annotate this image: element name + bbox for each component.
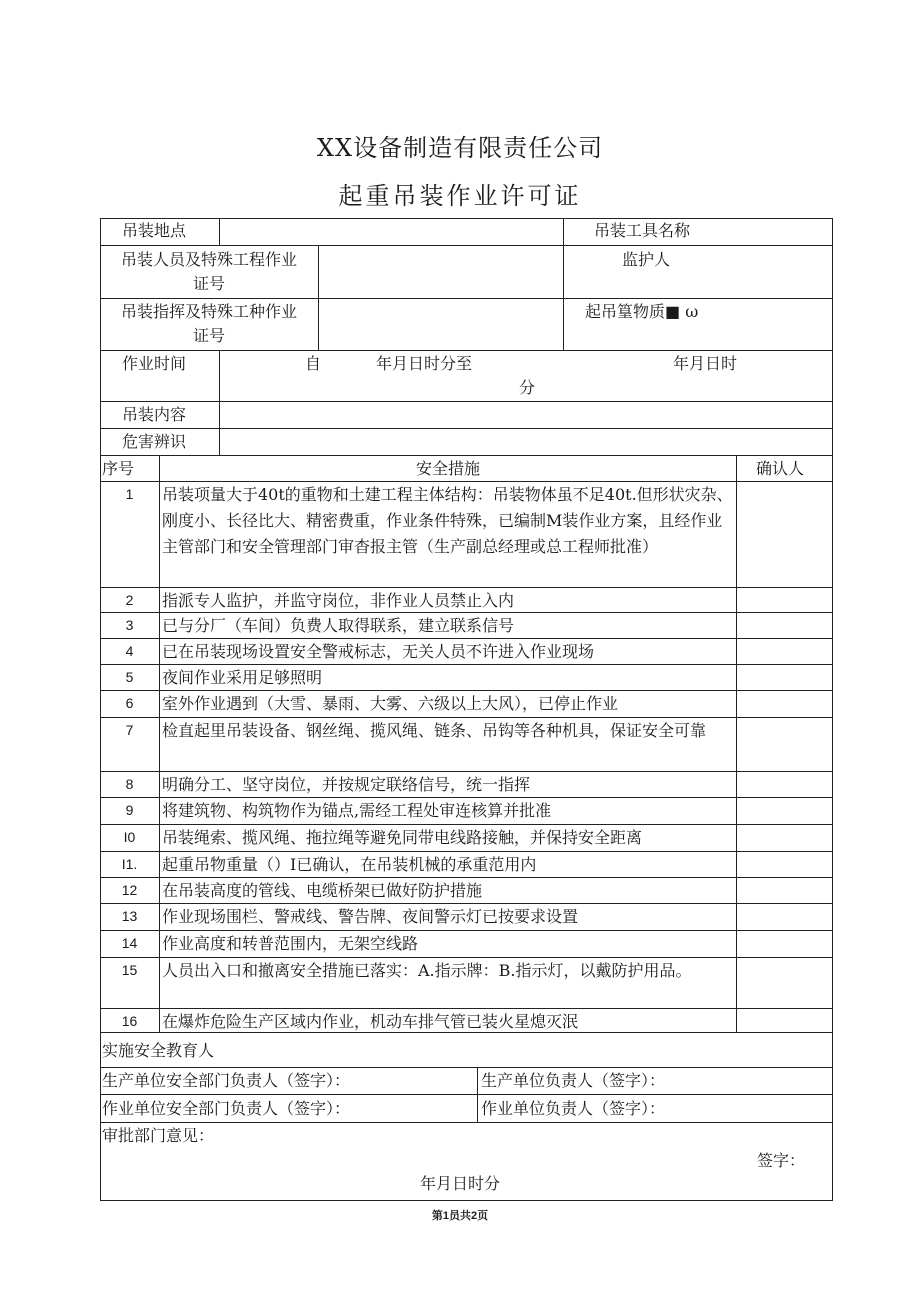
measure-text: 人员出入口和撤离安全措施已落实：A.指示牌：B.指示灯，以戴防护用品。	[162, 961, 692, 980]
operator-cert-field[interactable]	[319, 246, 563, 298]
hazard-id-label: 危害辨识	[122, 432, 187, 451]
prod-head-sign-label: 生产单位负责人（签字）：	[481, 1071, 666, 1090]
measure-confirm-cell[interactable]	[737, 482, 832, 587]
measure-text: 吊装绳索、揽风绳、拖拉绳等避免同带电线路接触，并保持安全距离	[162, 828, 643, 847]
measure-confirm-cell[interactable]	[737, 931, 832, 957]
measure-number: I1.	[121, 856, 138, 872]
measure-text: 将建筑物、构筑物作为锚点,需经工程处审连核算并批准	[162, 801, 552, 820]
measure-number: 13	[121, 908, 138, 924]
time-from: 自	[305, 354, 322, 373]
measure-text: 在爆炸危险生产区域内作业，机动车排气管已装火星熄灭泯	[162, 1012, 579, 1031]
measure-confirm-cell[interactable]	[737, 772, 832, 797]
commander-cert-label-2: 证号	[192, 326, 225, 345]
approval-sign-label: 签字：	[757, 1151, 806, 1170]
measure-text: 指派专人监护，并监守岗位，非作业人员禁止入内	[162, 591, 515, 610]
measure-text: 在吊装高度的管线、电缆桥架已做好防护措施	[162, 881, 483, 900]
measure-number: 15	[121, 962, 138, 978]
measure-confirm-cell[interactable]	[737, 904, 832, 930]
approval-date: 年月日时分	[420, 1174, 501, 1193]
measure-number: 1	[125, 486, 134, 502]
operator-cert-label-2: 证号	[192, 274, 225, 293]
measure-text: 起重吊物重量（）I已确认，在吊装机械的承重范用内	[162, 855, 537, 874]
col-header-confirm: 确认人	[756, 459, 805, 478]
work-time-label: 作业时间	[122, 354, 187, 373]
measure-confirm-cell[interactable]	[737, 691, 832, 717]
measure-number: 16	[121, 1013, 138, 1029]
work-safety-sign-label: 作业单位安全部门负责人（签字）：	[102, 1099, 351, 1118]
hazard-id-field[interactable]	[220, 429, 832, 455]
measure-confirm-cell[interactable]	[737, 613, 832, 638]
measure-number: 2	[125, 592, 134, 608]
measure-confirm-cell[interactable]	[737, 588, 832, 612]
measure-number: 3	[125, 617, 134, 633]
measure-number: 14	[121, 935, 138, 951]
measure-number: 5	[125, 669, 134, 685]
work-head-sign-label: 作业单位负责人（签字）：	[481, 1099, 666, 1118]
measure-number: I0	[123, 829, 136, 845]
measure-text: 已在吊装现场设置安全警戒标志，无关人员不许进入作业现场	[162, 642, 595, 661]
measure-number: 7	[125, 722, 134, 738]
document-title: 起重吊装作业许可证	[338, 182, 582, 210]
measure-text: 检直起里吊装设备、钢丝绳、揽风绳、链条、吊钩等各种机具，保证安全可靠	[162, 721, 707, 740]
location-field[interactable]	[220, 219, 563, 245]
commander-cert-field[interactable]	[319, 299, 563, 350]
measure-number: 12	[121, 882, 138, 898]
measure-number: 4	[125, 643, 134, 659]
measure-number: 9	[125, 802, 134, 818]
lift-weight-label: 起吊篁物质■ ω	[585, 302, 699, 321]
measure-number: 6	[125, 695, 134, 711]
measure-number: 8	[125, 776, 134, 792]
time-minute: 分	[519, 378, 536, 397]
approval-label: 审批部门意见：	[102, 1126, 215, 1145]
measure-text: 吊装项量大于40t的重物和土建工程主体结构：吊装物体虽不足40t.但形状灾杂、刚度小、长径比大、精密费重，作业条件特殊，已编制M装作业方案，且经作业主管部门和安全管理部门审杳报主管（生产副总经理或总工程师批准）	[162, 485, 733, 556]
col-header-measure: 安全措施	[415, 459, 480, 478]
operator-cert-label: 吊装人员及特殊工程作业	[120, 250, 297, 269]
safety-education-label: 实施安全教育人	[102, 1041, 215, 1060]
measure-text: 室外作业遇到（大雪、暴雨、大雾、六级以上大风），已停止作业	[162, 694, 619, 713]
measure-text: 已与分厂（车间）负费人取得联系，建立联系信号	[162, 616, 515, 635]
guardian-label: 监护人	[622, 250, 671, 269]
location-label: 吊装地点	[122, 221, 187, 240]
lift-content-field[interactable]	[220, 402, 832, 428]
measure-text: 明确分工、坚守岗位，并按规定联络信号，统一指挥	[162, 775, 531, 794]
measure-confirm-cell[interactable]	[737, 852, 832, 877]
measure-text: 作业高度和转普范围内，无架空线路	[162, 934, 419, 953]
measure-confirm-cell[interactable]	[737, 665, 832, 690]
measure-confirm-cell[interactable]	[737, 639, 832, 664]
company-name: XX设备制造有限责任公司	[316, 134, 604, 162]
prod-safety-sign-label: 生产单位安全部门负责人（签字）：	[102, 1071, 351, 1090]
measure-confirm-cell[interactable]	[737, 798, 832, 824]
commander-cert-label: 吊装指挥及特殊工种作业	[120, 302, 297, 321]
measure-text: 夜间作业采用足够照明	[162, 668, 323, 687]
measure-confirm-cell[interactable]	[737, 958, 832, 1008]
measure-confirm-cell[interactable]	[737, 825, 832, 851]
lift-content-label: 吊装内容	[122, 405, 187, 424]
measure-text: 作业现场围栏、警戒线、警告牌、夜间警示灯已按要求设置	[162, 907, 579, 926]
measure-confirm-cell[interactable]	[737, 718, 832, 771]
tool-name-label: 吊装工具名称	[594, 221, 691, 240]
time-start-fields[interactable]: 年月日时分至	[376, 354, 473, 373]
measure-confirm-cell[interactable]	[737, 1009, 832, 1032]
page-footer: 第1员共2页	[431, 1210, 489, 1222]
measure-confirm-cell[interactable]	[737, 878, 832, 903]
time-end-fields[interactable]: 年月日时	[673, 354, 738, 373]
col-header-no: 序号	[102, 459, 135, 478]
